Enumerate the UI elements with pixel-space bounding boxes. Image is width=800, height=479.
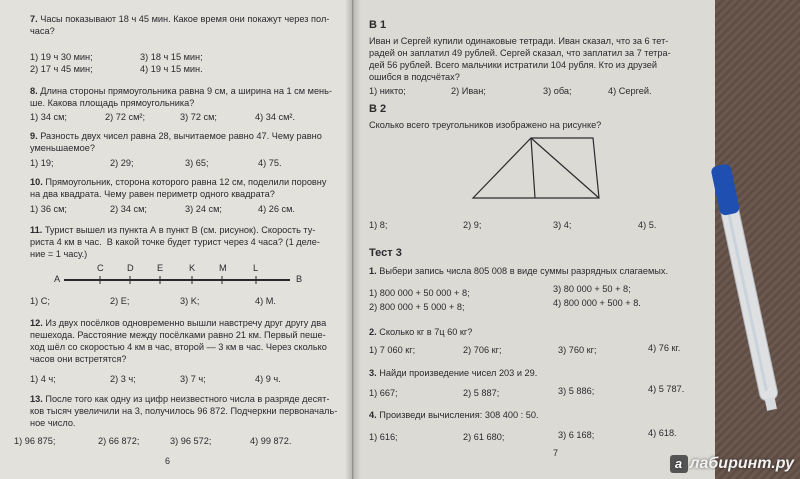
q8-option-2: 2) 72 см²; <box>105 112 146 122</box>
b1-text-line4: ошибся в подсчётах? <box>369 72 460 82</box>
q7-option-2: 2) 17 ч 45 мин; <box>30 64 93 74</box>
q10-text-line1: 10. Прямоугольник, сторона которого равна 12 см, поделили поровну <box>30 177 327 187</box>
q8-text-line1: 8. Длина стороны прямоугольника равна 9 см, а ширина на 1 см мень- <box>30 86 332 96</box>
q9-option-1: 1) 19; <box>30 158 54 168</box>
q8-option-4: 4) 34 см². <box>255 112 296 122</box>
q9-option-3: 3) 65; <box>185 158 209 168</box>
q9-text-line1: 9. Разность двух чисел равна 28, вычитаемое равно 47. Чему равно <box>30 131 322 141</box>
b2-option-4: 4) 5. <box>638 220 657 230</box>
number-line-point-label: L <box>253 263 259 273</box>
q12-option-3: 3) 7 ч; <box>180 374 206 384</box>
b1-option-3: 3) оба; <box>543 86 572 96</box>
left-page-number: 6 <box>165 456 171 466</box>
b1-option-1: 1) никто; <box>369 86 406 96</box>
test3-q1-option-4: 4) 800 000 + 500 + 8. <box>553 298 641 308</box>
q11-text-line3: ние = 1 часу.) <box>30 249 88 259</box>
q11-option-1: 1) С; <box>30 296 50 306</box>
q12-text-line3: ход шёл со скоростью 4 км в час, второй — 3 км в час. Через сколько <box>30 342 327 352</box>
b2-text-line1: Сколько всего треугольников изображено на рисунке? <box>369 120 602 130</box>
q12-option-2: 2) 3 ч; <box>110 374 136 384</box>
q13-option-2: 2) 66 872; <box>98 436 140 446</box>
q8-text-line2: ше. Какова площадь прямоугольника? <box>30 98 195 108</box>
q12-option-4: 4) 9 ч. <box>255 374 281 384</box>
q11-option-4: 4) M. <box>255 296 276 306</box>
q10-text-line2: на два квадрата. Чему равен периметр одного квадрата? <box>30 189 275 199</box>
b1-option-4: 4) Сергей. <box>608 86 652 96</box>
b1-label: В 1 <box>369 19 387 31</box>
test3-q4-text: 4. Произведи вычисления: 308 400 : 50. <box>369 410 539 420</box>
test3-q3-text: 3. Найди произведение чисел 203 и 29. <box>369 368 538 378</box>
test3-q3-option-1: 1) 667; <box>369 388 398 398</box>
q9-option-4: 4) 75. <box>258 158 282 168</box>
number-line-point-label: А <box>54 274 61 284</box>
q9-text-line2: уменьшаемое? <box>30 143 96 153</box>
q12-text-line4: часов они встретятся? <box>30 354 127 364</box>
q12-text-line1: 12. Из двух посёлков одновременно вышли навстречу друг другу два <box>30 318 327 328</box>
b1-text-line1: Иван и Сергей купили одинаковые тетради. Иван сказал, что за 6 тет- <box>369 36 669 46</box>
q7-text-line2: часа? <box>30 26 55 36</box>
b2-option-1: 1) 8; <box>369 220 388 230</box>
q13-text-line3: ное число. <box>30 418 76 428</box>
test3-q2-text: 2. Сколько кг в 7ц 60 кг? <box>369 327 473 337</box>
test3-q4-option-2: 2) 61 680; <box>463 432 505 442</box>
q8-option-3: 3) 72 см; <box>180 112 217 122</box>
q7-text-line1: 7. Часы показывают 18 ч 45 мин. Какое время они покажут через пол- <box>30 14 330 24</box>
test3-q1-option-1: 1) 800 000 + 50 000 + 8; <box>369 288 470 298</box>
test3-q2-option-3: 3) 760 кг; <box>558 345 597 355</box>
q13-option-3: 3) 96 572; <box>170 436 212 446</box>
test3-q1-text: 1. Выбери запись числа 805 008 в виде суммы разрядных слагаемых. <box>369 266 669 276</box>
b1-option-2: 2) Иван; <box>451 86 486 96</box>
b2-label: В 2 <box>369 103 387 115</box>
q10-option-3: 3) 24 см; <box>185 204 222 214</box>
number-line-point-label: D <box>127 263 134 273</box>
q12-option-1: 1) 4 ч; <box>30 374 56 384</box>
q12-text-line2: пешехода. Расстояние между посёлками равно 21 км. Первый пеше- <box>30 330 326 340</box>
q11-text-line2: риста 4 км в час. В какой точке будет турист через 4 часа? (1 деле- <box>30 237 320 247</box>
q10-option-4: 4) 26 см. <box>258 204 295 214</box>
test3-q2-option-1: 1) 7 060 кг; <box>369 345 416 355</box>
test3-q1-option-2: 2) 800 000 + 5 000 + 8; <box>369 302 465 312</box>
q13-option-1: 1) 96 875; <box>14 436 56 446</box>
test3-q1-option-3: 3) 80 000 + 50 + 8; <box>553 284 631 294</box>
q9-option-2: 2) 29; <box>110 158 134 168</box>
b1-text-line2: радей он заплатил 49 рублей. Сергей сказал, что заплатил за 7 тетра- <box>369 48 671 58</box>
test3-q4-option-4: 4) 618. <box>648 428 677 438</box>
test3-title: Тест 3 <box>369 247 402 259</box>
labirint-logo-icon: а лабиринт.ру <box>670 455 794 473</box>
test3-q4-option-3: 3) 6 168; <box>558 430 595 440</box>
b1-text-line3: дей 56 рублей. Всего мальчики истратили 104 рубля. Кто из друзей <box>369 60 657 70</box>
q10-option-2: 2) 34 см; <box>110 204 147 214</box>
test3-q4-option-1: 1) 616; <box>369 432 398 442</box>
watermark-text: лабиринт.ру <box>689 455 794 472</box>
q10-option-1: 1) 36 см; <box>30 204 67 214</box>
test3-q2-option-4: 4) 76 кг. <box>648 343 681 353</box>
q13-text-line1: 13. После того как одну из цифр неизвестного числа в разряде десят- <box>30 394 330 404</box>
test3-q3-option-4: 4) 5 787. <box>648 384 685 394</box>
number-line-point-label: E <box>157 263 164 273</box>
test3-q3-option-3: 3) 5 886; <box>558 386 595 396</box>
q7-option-4: 4) 19 ч 15 мин. <box>140 64 203 74</box>
test3-q3-option-2: 2) 5 887; <box>463 388 500 398</box>
number-line-point-label: С <box>97 263 104 273</box>
right-page-number: 7 <box>553 448 559 458</box>
test3-q2-option-2: 2) 706 кг; <box>463 345 502 355</box>
number-line-point-label: B <box>296 274 303 284</box>
q13-option-4: 4) 99 872. <box>250 436 292 446</box>
q13-text-line2: ков тысяч увеличили на 3, получилось 96 872. Подчеркни первоначаль- <box>30 406 338 416</box>
q7-option-1: 1) 19 ч 30 мин; <box>30 52 93 62</box>
q11-text-line1: 11. Турист вышел из пункта А в пункт В (см. рисунок). Скорость ту- <box>30 225 316 235</box>
q11-option-2: 2) E; <box>110 296 130 306</box>
b2-option-3: 3) 4; <box>553 220 572 230</box>
q8-option-1: 1) 34 см; <box>30 112 67 122</box>
q11-option-3: 3) K; <box>180 296 200 306</box>
number-line-point-label: K <box>189 263 196 273</box>
b2-option-2: 2) 9; <box>463 220 482 230</box>
q7-option-3: 3) 18 ч 15 мин; <box>140 52 203 62</box>
number-line-point-label: M <box>219 263 227 273</box>
